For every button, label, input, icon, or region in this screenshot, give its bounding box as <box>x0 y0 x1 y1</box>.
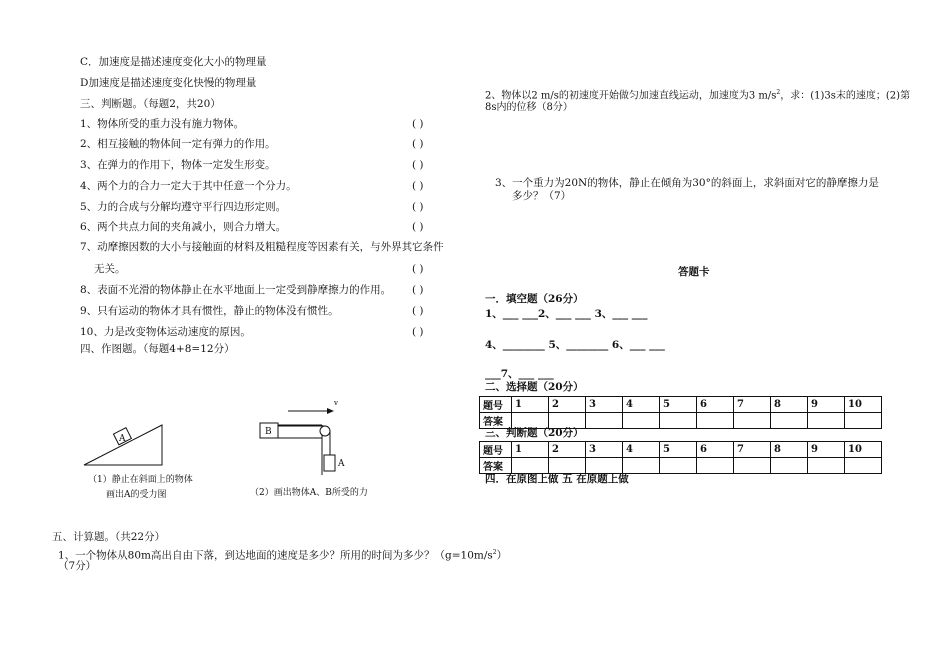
judge-paren-9: ( ) <box>412 305 424 317</box>
answer-cell[interactable] <box>586 458 623 474</box>
calc1-line1 <box>58 546 507 563</box>
col-number: 1 <box>512 442 549 458</box>
answer-cell[interactable] <box>734 458 771 474</box>
judge-item-2: 2、相互接触的物体间一定有弹力的作用。 <box>80 138 276 150</box>
answer-cell[interactable] <box>697 413 734 429</box>
answer-cell[interactable] <box>549 458 586 474</box>
judge-paren-1: ( ) <box>412 118 424 130</box>
answer-cell[interactable] <box>697 458 734 474</box>
judge-item-8: 8、表面不光滑的物体静止在水平地面上一定受到静摩擦力的作用。 <box>80 284 392 296</box>
row-head-answer: 答案 <box>480 458 512 474</box>
answer-cell[interactable] <box>586 413 623 429</box>
answer-cell[interactable] <box>808 413 845 429</box>
calc3-line2: 多少？（7） <box>512 190 572 202</box>
pulley-figure <box>250 395 370 485</box>
judge-item-3: 3、在弹力的作用下，物体一定发生形变。 <box>80 159 276 171</box>
col-number: 10 <box>845 442 882 458</box>
answer-cell[interactable] <box>771 413 808 429</box>
calc1-sup: 2 <box>492 549 497 556</box>
answer-cell[interactable] <box>771 458 808 474</box>
choice-table <box>479 396 882 429</box>
judge-title: 三、判断题（20分） <box>485 427 584 439</box>
calc2-text-b: ，求：(1)3s末的速度；(2)第 <box>780 90 911 102</box>
fig2-block-b-label: B <box>265 427 272 437</box>
judge-item-10: 10、力是改变物体运动速度的原因。 <box>80 326 251 338</box>
row-head-answer: 答案 <box>480 413 512 429</box>
col-number: 2 <box>549 397 586 413</box>
col-number: 3 <box>586 442 623 458</box>
col-number: 8 <box>771 397 808 413</box>
answer-cell[interactable] <box>845 458 882 474</box>
answer-cell[interactable] <box>623 458 660 474</box>
velocity-arrowhead <box>327 408 334 414</box>
col-number: 5 <box>660 442 697 458</box>
judge-item-7-cont: 无关。 <box>94 263 126 275</box>
calc2-text: 2、物体以2 m/s的初速度开始做匀加速直线运动，加速度为3 m/s <box>485 90 777 102</box>
table-row <box>480 397 882 413</box>
fig1-caption-1: （1）静止在斜面上的物体 <box>88 475 193 485</box>
row-head-number: 题号 <box>480 442 512 458</box>
answer-cell[interactable] <box>660 458 697 474</box>
answer-cell[interactable] <box>734 413 771 429</box>
judge-paren-4: ( ) <box>412 180 424 192</box>
col-number: 7 <box>734 442 771 458</box>
section5-title: 五、计算题。（共22分） <box>52 531 166 543</box>
judge-paren-6: ( ) <box>412 221 424 233</box>
calc2-sup: 2 <box>776 89 781 96</box>
col-number: 8 <box>771 442 808 458</box>
answer-cell[interactable] <box>845 413 882 429</box>
fill-line-2: 4、________ 5、________ 6、___ ___ <box>485 339 665 351</box>
calc2-line1 <box>485 86 910 102</box>
judge-paren-5: ( ) <box>412 201 424 213</box>
fig1-block-label: A <box>119 434 126 444</box>
judge-item-7: 7、动摩擦因数的大小与接触面的材料及粗糙程度等因素有关，与外界其它条件 <box>80 241 444 253</box>
fig1-caption-2: 画出A的受力图 <box>106 490 167 500</box>
calc1-close: ） <box>496 549 508 562</box>
judge-paren-7: ( ) <box>412 263 424 275</box>
fill-title: 一．填空题（26分） <box>485 293 584 305</box>
fig2-caption: （2）画出物体A、B所受的力 <box>250 488 368 498</box>
judge-table <box>479 441 882 474</box>
fig2-velocity-label: v <box>334 399 338 407</box>
col-number: 6 <box>697 397 734 413</box>
judge-item-4: 4、两个力的合力一定大于其中任意一个分力。 <box>80 180 297 192</box>
choice-title: 二、选择题（20分） <box>485 381 584 393</box>
answer-cell[interactable] <box>808 458 845 474</box>
answer-cell[interactable] <box>623 413 660 429</box>
judge-item-6: 6、两个共点力间的夹角减小，则合力增大。 <box>80 221 287 233</box>
col-number: 5 <box>660 397 697 413</box>
calc1-line2: （7分） <box>58 560 97 572</box>
col-number: 1 <box>512 397 549 413</box>
judge-paren-8: ( ) <box>412 284 424 296</box>
col-number: 6 <box>697 442 734 458</box>
judge-item-1: 1、物体所受的重力没有施力物体。 <box>80 118 245 130</box>
judge-item-9: 9、只有运动的物体才具有惯性，静止的物体没有惯性。 <box>80 305 339 317</box>
table-row <box>480 458 882 474</box>
col-number: 4 <box>623 442 660 458</box>
judge-paren-3: ( ) <box>412 159 424 171</box>
judge-paren-2: ( ) <box>412 138 424 150</box>
incline-figure <box>80 395 200 475</box>
col-number: 2 <box>549 442 586 458</box>
answer-cell[interactable] <box>660 413 697 429</box>
option-d: D加速度是描述速度变化快慢的物理量 <box>80 77 257 89</box>
fill-line-1: 1、___ ___2、___ ___ 3、___ ___ <box>485 308 648 320</box>
calc2-line2: 8s内的位移（8分） <box>485 102 573 113</box>
col-number: 4 <box>623 397 660 413</box>
judge-item-5: 5、力的合成与分解均遵守平行四边形定则。 <box>80 201 287 213</box>
col-number: 3 <box>586 397 623 413</box>
option-c: C．加速度是描述速度变化大小的物理量 <box>80 56 267 68</box>
footer-note: 四．在原图上做 五 在原题上做 <box>485 473 629 485</box>
col-number: 7 <box>734 397 771 413</box>
judge-paren-10: ( ) <box>412 326 424 338</box>
col-number: 9 <box>808 397 845 413</box>
calc1-text: 1、一个物体从80m高出自由下落，到达地面的速度是多少？所用的时间为多少？（g=10m/s <box>58 549 493 562</box>
row-head-number: 题号 <box>480 397 512 413</box>
section4-title: 四、作图题。（每题4+8=12分） <box>80 343 235 355</box>
section3-title: 三、判断题。（每题2，共20） <box>80 98 221 110</box>
fill-line-3: ___7、___ ___ <box>485 368 554 380</box>
pulley-wheel <box>320 426 330 436</box>
answer-cell[interactable] <box>512 458 549 474</box>
fig2-block-a-label: A <box>338 459 345 469</box>
calc3-line1: 3、一个重力为20N的物体，静止在倾角为30°的斜面上，求斜面对它的静摩擦力是 <box>495 177 879 189</box>
table-row <box>480 442 882 458</box>
block-a-hanging <box>324 455 335 471</box>
col-number: 10 <box>845 397 882 413</box>
col-number: 9 <box>808 442 845 458</box>
answer-card-title: 答题卡 <box>678 266 710 278</box>
